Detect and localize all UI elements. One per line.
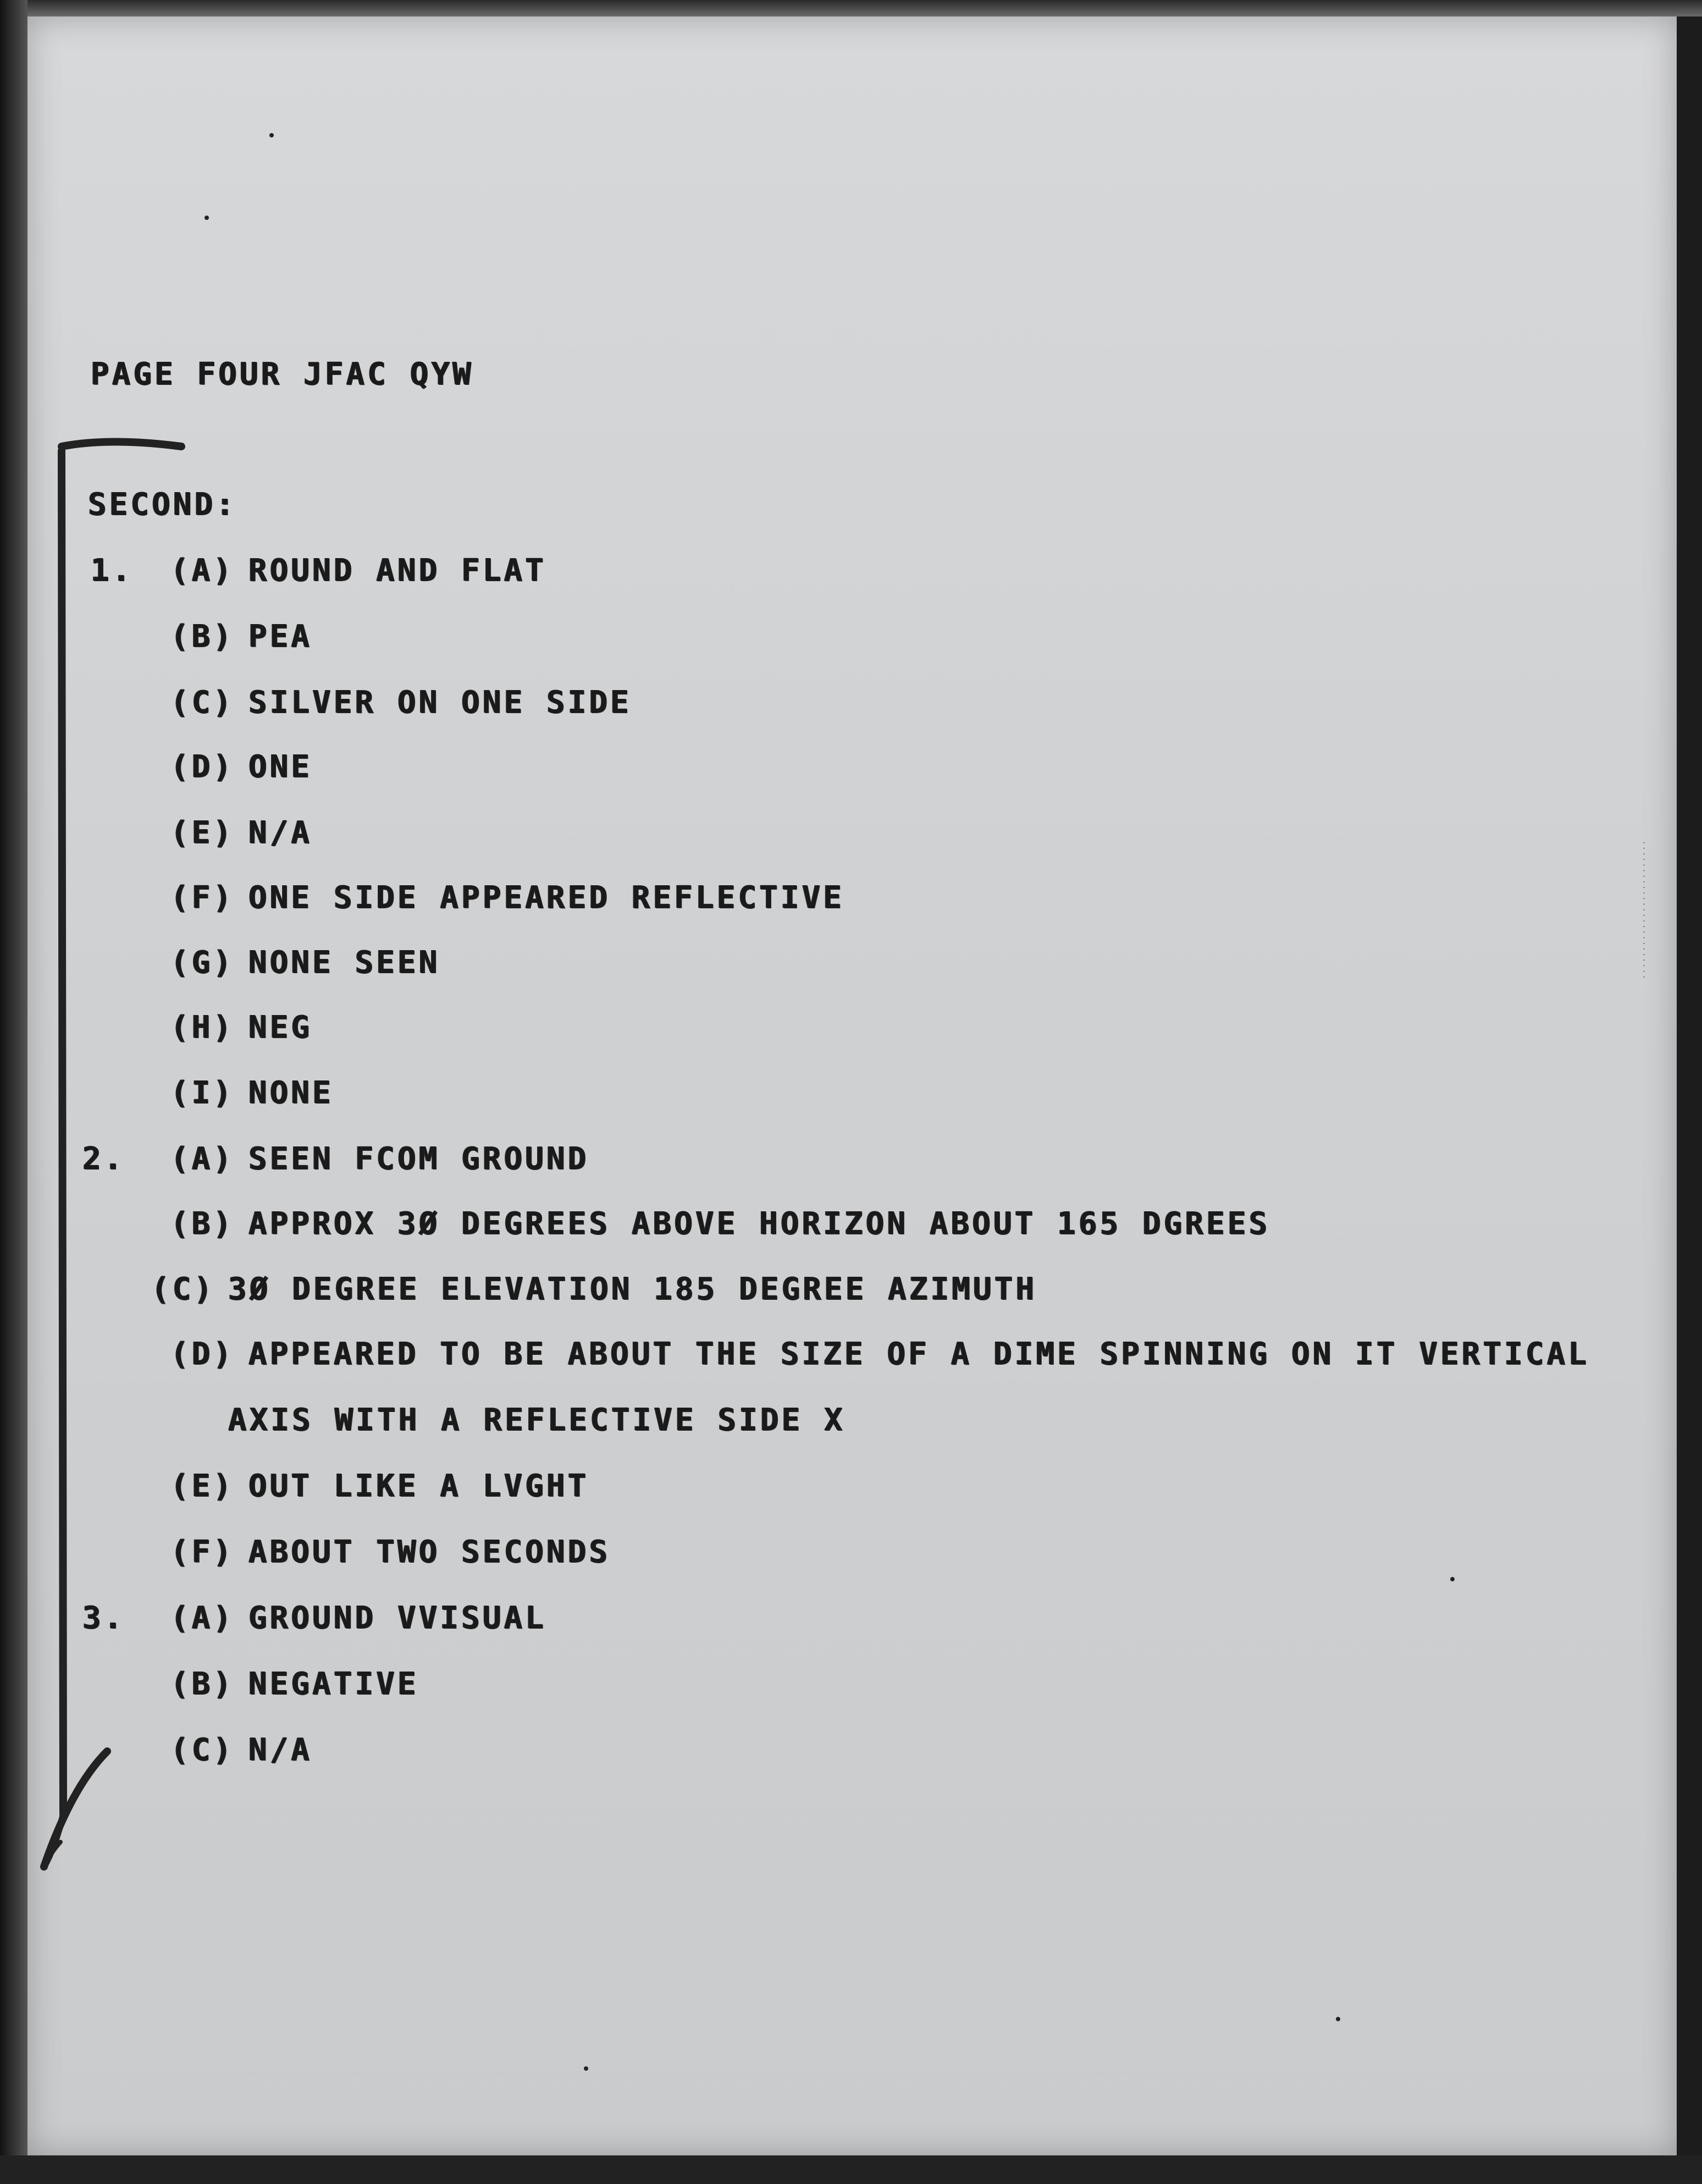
- item-number: 2.: [82, 1141, 125, 1177]
- item-text: SILVER ON ONE SIDE: [248, 685, 632, 720]
- item-text-continuation: AXIS WITH A REFLECTIVE SIDE X: [228, 1402, 846, 1438]
- item-letter: (B): [170, 1206, 235, 1242]
- item-letter: (A): [170, 553, 235, 588]
- item-letter: (A): [170, 1600, 235, 1636]
- item-letter: (C): [170, 1732, 235, 1768]
- item-text: APPROX 3Ø DEGREES ABOVE HORIZON ABOUT 165 DGREES: [248, 1206, 1270, 1242]
- item-text: NEGATIVE: [248, 1666, 419, 1702]
- section-label: SECOND:: [88, 487, 237, 522]
- item-letter: (E): [170, 815, 235, 851]
- speck: [1336, 2017, 1340, 2021]
- item-text: N/A: [248, 815, 313, 851]
- item-number: 3.: [82, 1600, 125, 1636]
- item-letter: (E): [170, 1468, 235, 1504]
- speck: [584, 2066, 588, 2071]
- item-letter: (G): [170, 945, 235, 980]
- item-text: ONE SIDE APPEARED REFLECTIVE: [248, 880, 845, 915]
- page-header: PAGE FOUR JFAC QYW: [91, 356, 474, 392]
- item-letter: (B): [170, 619, 235, 654]
- item-number: 1.: [91, 553, 134, 588]
- item-text: PEA: [248, 619, 313, 654]
- item-text: NONE: [248, 1075, 334, 1111]
- speck: [1450, 1577, 1455, 1581]
- item-text: NONE SEEN: [248, 945, 440, 980]
- item-letter: (B): [170, 1666, 235, 1702]
- item-letter: (I): [170, 1075, 235, 1111]
- item-text: 3Ø DEGREE ELEVATION 185 DEGREE AZIMUTH: [228, 1271, 1037, 1307]
- item-letter: (D): [170, 1336, 235, 1372]
- item-letter: (F): [170, 880, 235, 915]
- item-text: GROUND VVISUAL: [248, 1600, 547, 1636]
- item-text: ONE: [248, 749, 313, 785]
- speck: [205, 216, 209, 220]
- item-letter: (A): [170, 1141, 235, 1177]
- item-letter: (D): [170, 749, 235, 785]
- item-text: SEEN FCOM GROUND: [248, 1141, 589, 1177]
- item-letter: (H): [170, 1010, 235, 1045]
- item-text: N/A: [248, 1732, 313, 1768]
- item-letter: (C): [151, 1271, 215, 1307]
- item-text: ROUND AND FLAT: [248, 553, 547, 588]
- item-text: ABOUT TWO SECONDS: [248, 1534, 611, 1570]
- item-text: APPEARED TO BE ABOUT THE SIZE OF A DIME SPINNING ON IT VERTICAL: [248, 1336, 1590, 1372]
- item-text: OUT LIKE A LVGHT: [248, 1468, 589, 1504]
- speck: [269, 133, 274, 137]
- item-letter: (C): [170, 685, 235, 720]
- margin-printer-note: · · · · · · · · · · · · · · · · · · · · · · · · ·: [1639, 841, 1649, 979]
- item-text: NEG: [248, 1010, 313, 1045]
- item-letter: (F): [170, 1534, 235, 1570]
